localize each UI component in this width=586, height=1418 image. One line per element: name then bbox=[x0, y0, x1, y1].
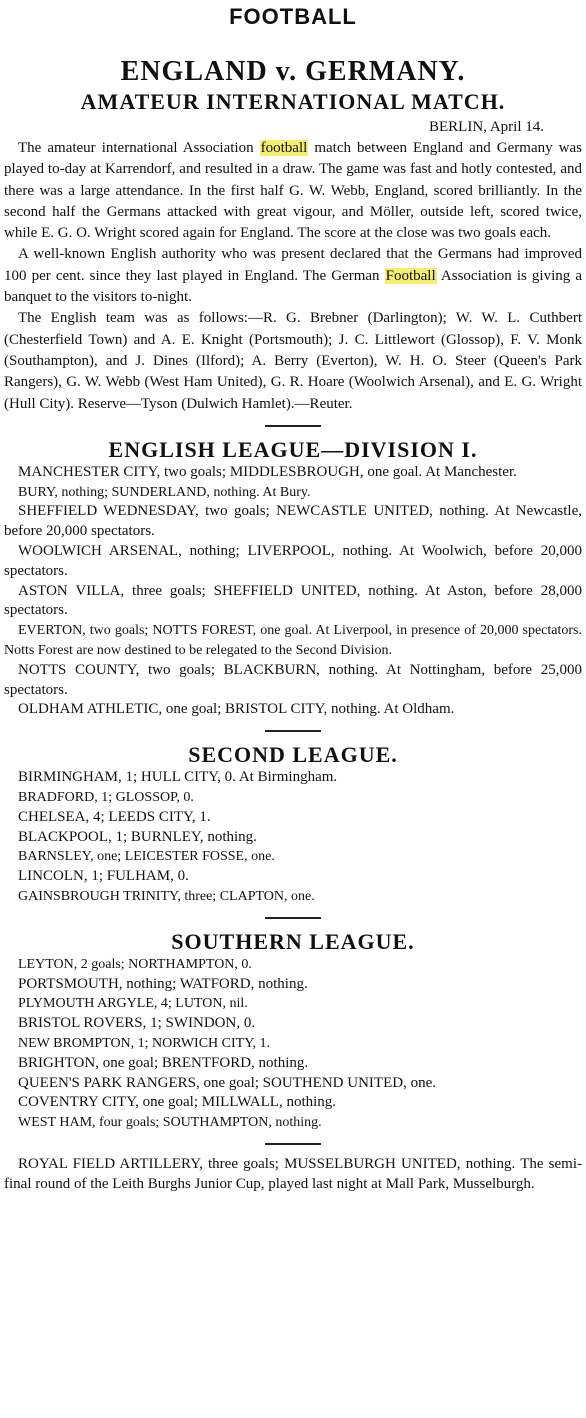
article-paragraph-3: The English team was as follows:—R. G. Brebner (Darlington); W. W. L. Cuthbert (Chesterfield Town) and A. E. Knight (Portsmouth); J. C. Littlewort (Glossop), F. V. Monk (Southampton), and J. Dines (Ilford); A. Berry (Everton), W. H. O. Steer (Queen's Park Rangers), G. W. Webb (West Ham United), G. R. Hoare (Woolwich Arsenal), and E. G. Wright (Hull City). Reserve—Tyson (Dulwich Hamlet).—Reuter. bbox=[4, 310, 582, 412]
result-item: SHEFFIELD WEDNESDAY, two goals; NEWCASTLE UNITED, nothing. At Newcastle, before 20,000 spectators. bbox=[4, 503, 582, 540]
result-item: NEW BROMPTON, 1; NORWICH CITY, 1. bbox=[18, 1035, 271, 1051]
result-item: QUEEN'S PARK RANGERS, one goal; SOUTHEND UNITED, one. bbox=[18, 1074, 436, 1091]
league3-results bbox=[4, 955, 582, 1133]
result-item: BURY, nothing; SUNDERLAND, nothing. At Bury. bbox=[18, 484, 311, 500]
result-item: WEST HAM, four goals; SOUTHAMPTON, nothing. bbox=[18, 1115, 322, 1131]
highlighted-term: football bbox=[260, 140, 308, 156]
article-paragraph-1 bbox=[4, 138, 582, 244]
result-item: BRIGHTON, one goal; BRENTFORD, nothing. bbox=[18, 1054, 309, 1071]
league3-heading: SOUTHERN LEAGUE. bbox=[171, 928, 415, 954]
section-divider bbox=[265, 425, 321, 427]
result-item: GAINSBROUGH TRINITY, three; CLAPTON, one. bbox=[18, 889, 315, 904]
article-subheadline: AMATEUR INTERNATIONAL MATCH. bbox=[80, 89, 506, 114]
result-item: COVENTRY CITY, one goal; MILLWALL, nothing. bbox=[18, 1094, 337, 1111]
result-item: PLYMOUTH ARGYLE, 4; LUTON, nil. bbox=[18, 996, 248, 1012]
p1-text-after: match between England and Germany was played to-day at Karrendorf, and resulted in a draw. The game was fast and hotly contested, and there was a large attendance. In the first half G. W. Webb, England, scored brilliantly. In the second half the Germans attacked with great vigour, and Möller, outside left, scored twice, while E. G. O. Wright scored again for England. The score at the close was two goals each. bbox=[4, 140, 582, 242]
article-paragraph-2 bbox=[4, 244, 582, 308]
p2-text-before: A well-known English authority who was present declared that the Germans had improved 100 per cent. since they last played in England. The German bbox=[4, 246, 582, 284]
result-item: NOTTS COUNTY, two goals; BLACKBURN, nothing. At Nottingham, before 25,000 spectators. bbox=[4, 661, 582, 698]
result-item: BIRMINGHAM, 1; HULL CITY, 0. At Birmingham. bbox=[18, 769, 338, 786]
result-item: BRISTOL ROVERS, 1; SWINDON, 0. bbox=[18, 1015, 256, 1032]
result-item: OLDHAM ATHLETIC, one goal; BRISTOL CITY, nothing. At Oldham. bbox=[18, 701, 455, 718]
result-item: BARNSLEY, one; LEICESTER FOSSE, one. bbox=[18, 849, 275, 865]
result-item: PORTSMOUTH, nothing; WATFORD, nothing. bbox=[18, 975, 308, 992]
result-item: LINCOLN, 1; FULHAM, 0. bbox=[18, 868, 189, 885]
result-item: WOOLWICH ARSENAL, nothing; LIVERPOOL, nothing. At Woolwich, before 20,000 spectators. bbox=[4, 543, 582, 579]
league1-results bbox=[4, 463, 582, 720]
article-dateline: BERLIN, April 14. bbox=[429, 119, 544, 135]
result-item: BRADFORD, 1; GLOSSOP, 0. bbox=[18, 790, 194, 806]
result-item: LEYTON, 2 goals; NORTHAMPTON, 0. bbox=[18, 956, 252, 972]
result-item: ASTON VILLA, three goals; SHEFFIELD UNITED, nothing. At Aston, before 28,000 spectators. bbox=[4, 582, 582, 619]
league2-results bbox=[4, 768, 582, 907]
section-divider bbox=[265, 1143, 321, 1145]
closing-paragraph: ROYAL FIELD ARTILLERY, three goals; MUSSELBURGH UNITED, nothing. The semi-final round of the Leith Burghs Junior Cup, played last night at Mall Park, Musselburgh. bbox=[4, 1155, 582, 1192]
article-headline: ENGLAND v. GERMANY. bbox=[120, 56, 466, 87]
highlighted-term: Football bbox=[385, 267, 436, 284]
result-item: BLACKPOOL, 1; BURNLEY, nothing. bbox=[18, 828, 257, 845]
p2-text-after: Association is giving a banquet to the visitors to-night. bbox=[4, 267, 583, 306]
result-item: MANCHESTER CITY, two goals; MIDDLESBROUGH, one goal. At Manchester. bbox=[18, 463, 517, 480]
league2-heading: SECOND LEAGUE. bbox=[188, 742, 398, 768]
result-item: EVERTON, two goals; NOTTS FOREST, one goal. At Liverpool, in presence of 20,000 spectators. Notts Forest are now destined to be relegated to the Second Division. bbox=[4, 623, 582, 659]
section-divider bbox=[265, 917, 321, 919]
result-item: CHELSEA, 4; LEEDS CITY, 1. bbox=[18, 808, 211, 825]
p1-text-before: The amateur international Association bbox=[18, 140, 260, 156]
column-title: FOOTBALL bbox=[229, 4, 357, 29]
section-divider bbox=[265, 730, 321, 732]
league1-heading: ENGLISH LEAGUE—DIVISION I. bbox=[108, 436, 478, 462]
